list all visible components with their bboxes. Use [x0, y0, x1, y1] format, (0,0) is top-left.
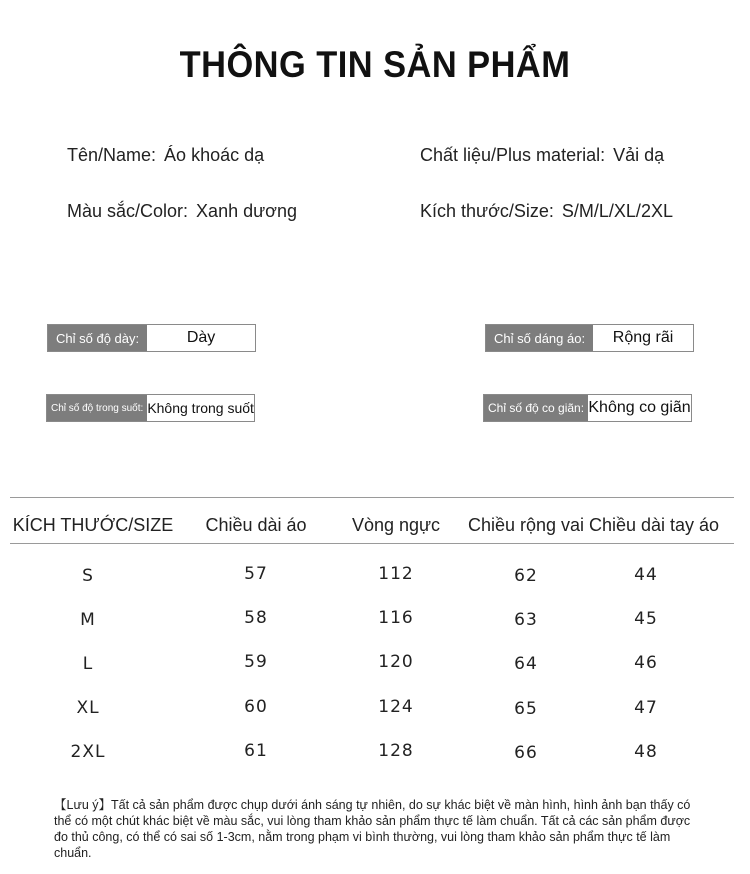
- thickness-label: Chỉ số độ dày:: [48, 325, 147, 351]
- table-top-rule: [10, 497, 734, 498]
- table-cell: 2XL: [70, 742, 106, 762]
- info-color: [67, 201, 297, 222]
- table-cell: L: [82, 654, 94, 674]
- table-cell: 62: [514, 566, 538, 586]
- header-size: KÍCH THƯỚC/SIZE: [12, 515, 174, 535]
- thickness-value: Dày: [186, 329, 216, 346]
- transparency-value: Không trong suốt: [147, 400, 254, 416]
- transparency-label: Chỉ số độ trong suốt:: [47, 395, 147, 421]
- table-cell: 61: [244, 741, 268, 761]
- table-cell: 48: [634, 742, 658, 762]
- elasticity-label: Chỉ số độ co giãn:: [484, 395, 588, 421]
- header-chest: Vòng ngực: [351, 515, 441, 535]
- size-value: S/M/L/XL/2XL: [561, 201, 673, 221]
- elasticity-value: Không co giãn: [588, 399, 691, 416]
- table-cell: 58: [244, 608, 268, 628]
- header-shoulder: Chiều rộng vai: [467, 515, 585, 535]
- color-value: Xanh dương: [196, 201, 297, 221]
- table-cell: 66: [514, 743, 538, 763]
- table-cell: 120: [378, 652, 414, 672]
- table-header-rule: [10, 543, 734, 544]
- table-cell: 112: [378, 564, 414, 584]
- fit-indicator: [485, 324, 694, 352]
- table-cell: 64: [514, 654, 538, 674]
- material-label: Chất liệu/Plus material:: [420, 145, 606, 165]
- transparency-indicator: [46, 394, 255, 422]
- info-size: [420, 201, 673, 222]
- disclaimer-note: 【Lưu ý】Tất cả sản phẩm được chụp dưới ánh sáng tự nhiên, do sự khác biệt về màn hình, hình ảnh bạn thấy có thể có một chút khác biệt về màu sắc, vui lòng tham khảo sản phẩm thực tế làm chuẩn. Tất cả các sản phẩm được đo thủ công, có thể có sai số 1-3cm, nằm trong phạm vi bình thường, vui lòng tham khảo sản phẩm thực tế làm chuẩn.: [54, 798, 691, 860]
- thickness-indicator: [47, 324, 256, 352]
- header-sleeve: Chiều dài tay áo: [588, 515, 720, 535]
- table-cell: S: [82, 566, 94, 586]
- table-cell: 45: [634, 609, 658, 629]
- table-cell: 63: [514, 610, 538, 630]
- table-cell: 59: [244, 652, 268, 672]
- table-cell: 65: [514, 699, 538, 719]
- fit-value: Rộng rãi: [612, 329, 674, 346]
- table-cell: 46: [634, 653, 658, 673]
- table-cell: 57: [244, 564, 268, 584]
- table-cell: 116: [378, 608, 414, 628]
- name-label: Tên/Name:: [67, 145, 157, 165]
- table-cell: 128: [378, 741, 414, 761]
- fit-label: Chỉ số dáng áo:: [486, 325, 593, 351]
- table-cell: 60: [244, 697, 268, 717]
- elasticity-indicator: [483, 394, 692, 422]
- material-value: Vải dạ: [613, 145, 665, 165]
- info-material: [420, 145, 664, 166]
- table-cell: 47: [634, 698, 658, 718]
- info-name: [67, 145, 264, 166]
- page-title: THÔNG TIN SẢN PHẨM: [179, 44, 571, 85]
- name-value: Áo khoác dạ: [164, 145, 265, 165]
- header-length: Chiều dài áo: [205, 515, 307, 535]
- table-cell: 44: [634, 565, 658, 585]
- table-cell: XL: [76, 698, 100, 718]
- color-label: Màu sắc/Color:: [67, 201, 189, 221]
- table-cell: M: [80, 610, 96, 630]
- table-cell: 124: [378, 697, 414, 717]
- size-label: Kích thước/Size:: [420, 201, 554, 221]
